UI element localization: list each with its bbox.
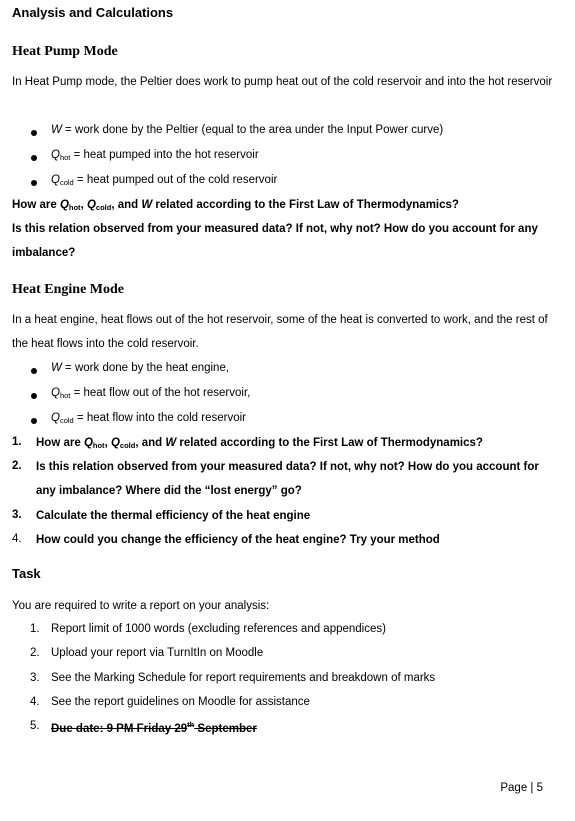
- bullet-icon: [31, 180, 37, 186]
- bullet-icon: [31, 130, 37, 136]
- list-item: $Q_{cold}$ = heat flow into the cold reservoir: [0, 412, 560, 432]
- list-item: W = work done by the Peltier (equal to the area under the Input Power curve): [0, 124, 560, 144]
- list-item: W = work done by the heat engine,: [0, 362, 560, 382]
- heat-engine-intro: In a heat engine, heat flows out of the hot reservoir, some of the heat is converted to work, and the rest of the heat flows into the cold reservoir.: [12, 314, 548, 350]
- heat-pump-heading: Heat Pump Mode: [12, 44, 118, 59]
- list-item: $Q_{hot}$ = heat flow out of the hot reservoir,: [0, 387, 560, 407]
- task-intro: You are required to write a report on your analysis:: [12, 600, 270, 612]
- list-item: 3. See the Marking Schedule for report requirements and breakdown of marks: [30, 672, 436, 684]
- bullet-icon: [31, 368, 37, 374]
- list-item: 2. Upload your report via TurnItIn on Moodle: [30, 647, 264, 659]
- page-title: Analysis and Calculations: [12, 5, 174, 20]
- document-page: Analysis and Calculations Heat Pump Mode In Heat Pump mode, the Peltier does work to pump heat out of the cold reservoir and into the hot reservoir W = work done by the Peltier (equal to the area under the Input Power curve) $Q_{hot}$ = heat pumped into the hot reservoir $Q_{cold}$ = heat pumped out of the cold reservoir How are $Q_{hot}$, $Q_{cold}$, and W related according to the First Law of Thermodynamics? Is this relation observed from your measured data? If not, why not? How do you account for any imbalance? Heat Engine Mode In a heat engine, heat flows out of the hot reservoir, some of the heat is converted to work, and the rest of the heat flows into the cold reservoir. W = work done by the heat engine, $Q_{hot}$ = heat flow out of the hot reservoir, $Q_{cold}$ = heat flow into the cold reservoir 1. How are $Q_{hot}$, $Q_{cold}$, and W related according to the First Law of Thermodynamics? 2. Is this relation observed from your measured data? If not, why not? How do you account for any imbalance? Where did the “lost energy” go? 3. Calculate the thermal efficiency of the heat engine 4. How could you change the efficiency of the heat engine? Try your method Task You are required to write a report on your analysis: 1. Report limit of 1000 words (excluding references and appendices) 2. Upload your report via TurnItIn on Moodle 3. See the Marking Schedule for report requirements and breakdown of marks 4. See the report guidelines on Moodle for assistance 5. Due date: 9 PM Friday 29th September Page | 5: [0, 0, 575, 821]
- list-item: 4. See the report guidelines on Moodle for assistance: [30, 696, 310, 708]
- bullet-icon: [31, 393, 37, 399]
- list-item: $Q_{hot}$ = heat pumped into the hot reservoir: [0, 149, 560, 169]
- page-number: Page | 5: [500, 782, 543, 794]
- bullet-icon: [31, 418, 37, 424]
- list-item: 1. Report limit of 1000 words (excluding references and appendices): [30, 623, 386, 635]
- heat-engine-heading: Heat Engine Mode: [12, 282, 124, 297]
- due-date-item: 5. Due date: 9 PM Friday 29th September: [30, 720, 257, 735]
- heat-pump-intro: In Heat Pump mode, the Peltier does work to pump heat out of the cold reservoir and into the hot reservoir: [12, 76, 553, 88]
- task-heading: Task: [12, 566, 41, 581]
- heat-pump-question-2: Is this relation observed from your measured data? If not, why not? How do you account for any imbalance?: [12, 223, 538, 259]
- heat-pump-question-1: How are $Q_{hot}$, $Q_{cold}$, and W related according to the First Law of Thermodynamics?: [12, 199, 459, 212]
- list-item: $Q_{cold}$ = heat pumped out of the cold reservoir: [0, 174, 560, 194]
- bullet-icon: [31, 155, 37, 161]
